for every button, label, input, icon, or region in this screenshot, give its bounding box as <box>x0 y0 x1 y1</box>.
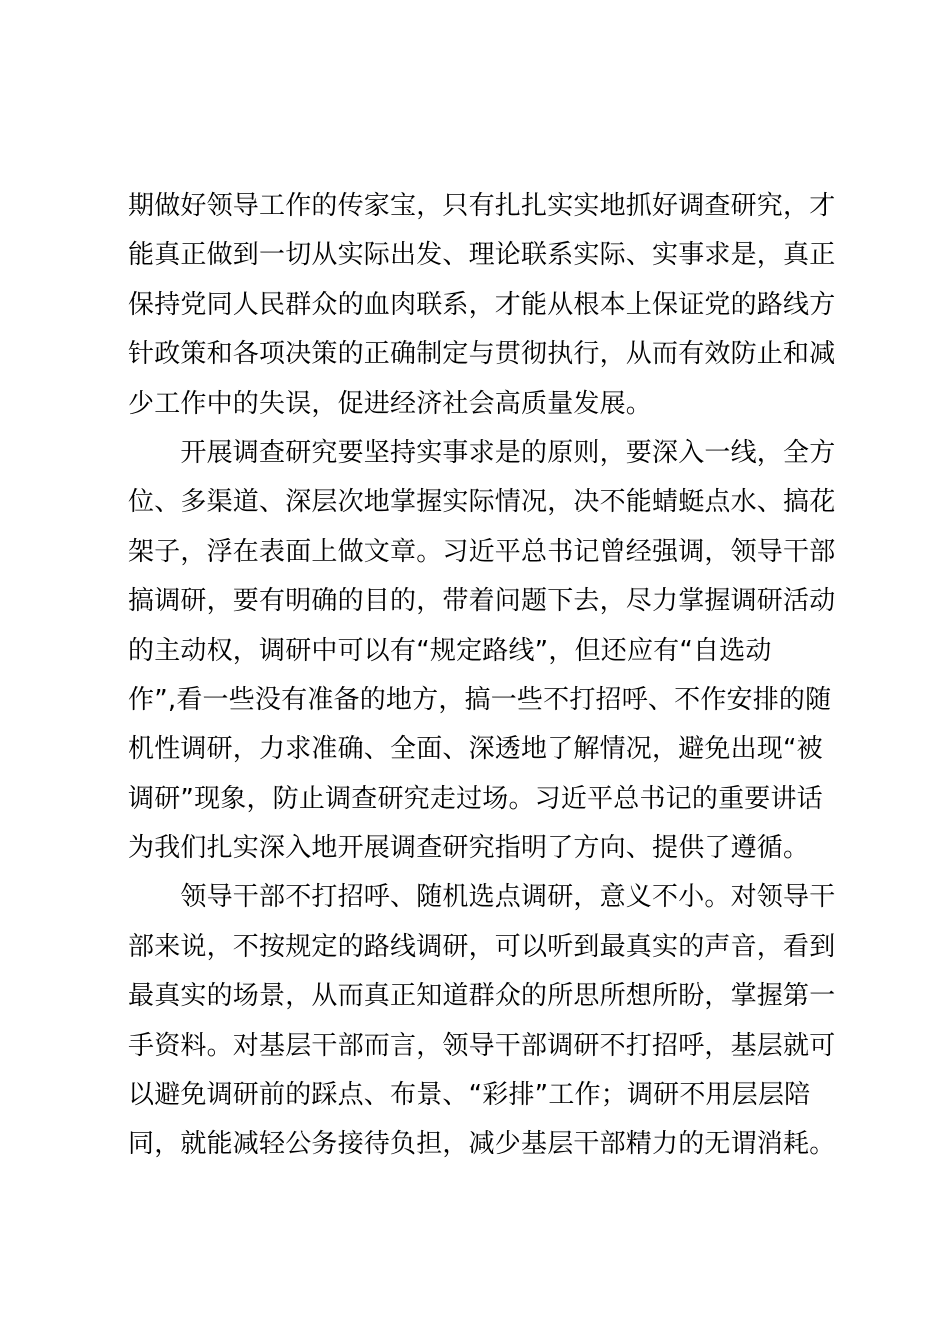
text-line: 领导干部不打招呼、随机选点调研，意义不小。对领导干 <box>128 882 836 913</box>
text-line: 开展调查研究要坚持实事求是的原则，要深入一线，全方 <box>128 437 836 468</box>
text-line: 为我们扎实深入地开展调查研究指明了方向、提供了遵循。 <box>128 833 810 864</box>
text-line: 位、多渠道、深层次地掌握实际情况，决不能蜻蜓点水、搞花 <box>128 487 836 518</box>
text-line: 同，就能减轻公务接待负担，减少基层干部精力的无谓消耗。 <box>128 1129 836 1160</box>
text-line: 机性调研，力求准确、全面、深透地了解情况，避免出现“被 <box>128 734 823 765</box>
text-line: 架子，浮在表面上做文章。习近平总书记曾经强调，领导干部 <box>128 536 836 567</box>
text-line: 调研”现象，防止调查研究走过场。习近平总书记的重要讲话 <box>128 783 823 814</box>
text-line: 针政策和各项决策的正确制定与贯彻执行，从而有效防止和减 <box>128 339 836 370</box>
text-line: 保持党同人民群众的血肉联系，才能从根本上保证党的路线方 <box>128 289 836 320</box>
text-line: 部来说，不按规定的路线调研，可以听到最真实的声音，看到 <box>128 931 836 962</box>
body-text <box>128 182 838 1170</box>
text-line: 作”,看一些没有准备的地方，搞一些不打招呼、不作安排的随 <box>128 684 832 715</box>
text-line: 最真实的场景，从而真正知道群众的所思所想所盼，掌握第一 <box>128 981 836 1012</box>
text-line: 搞调研，要有明确的目的，带着问题下去，尽力掌握调研活动 <box>128 586 836 617</box>
text-line: 以避免调研前的踩点、布景、“彩排”工作；调研不用层层陪 <box>128 1080 811 1111</box>
text-line: 期做好领导工作的传家宝，只有扎扎实实地抓好调查研究，才 <box>128 191 836 221</box>
text-line: 少工作中的失误，促进经济社会高质量发展。 <box>128 388 653 419</box>
text-line: 手资料。对基层干部而言，领导干部调研不打招呼，基层就可 <box>128 1030 836 1061</box>
text-line: 能真正做到一切从实际出发、理论联系实际、实事求是，真正 <box>128 240 836 271</box>
text-line: 的主动权，调研中可以有“规定路线”，但还应有“自选动 <box>128 635 772 666</box>
